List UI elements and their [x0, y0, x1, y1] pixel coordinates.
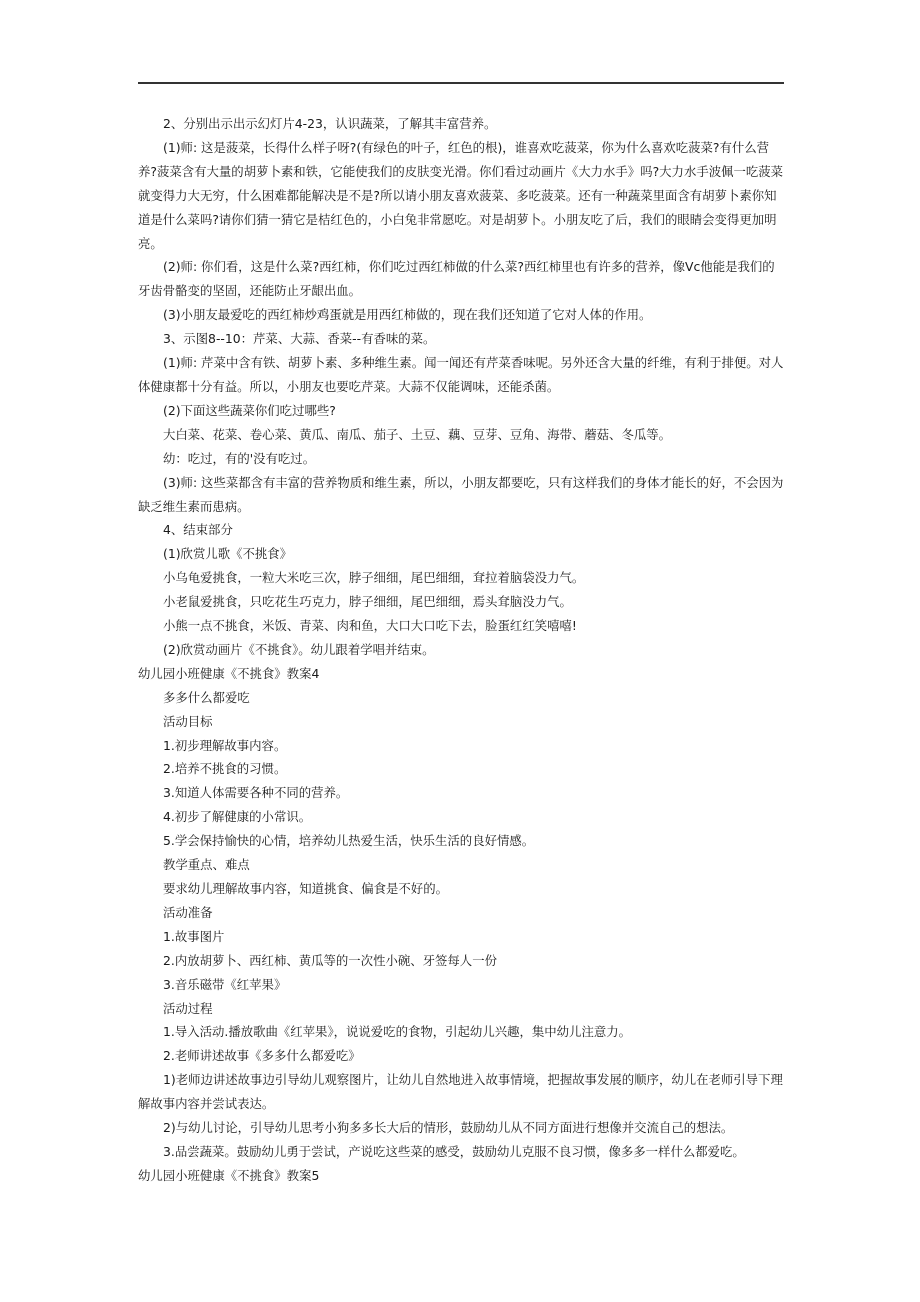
paragraph: 2.老师讲述故事《多多什么都爱吃》: [163, 1048, 361, 1064]
section-heading: 幼儿园小班健康《不挑食》教案5: [138, 1167, 320, 1183]
paragraph: 要求幼儿理解故事内容，知道挑食、偏食是不好的。: [163, 881, 448, 896]
paragraph: 教学重点、难点: [163, 857, 250, 873]
paragraph: 多多什么都爱吃: [163, 689, 250, 705]
paragraph: 活动目标: [163, 713, 213, 729]
paragraph: (1)师: 这是菠菜，长得什么样子呀?(有绿色的叶子，红色的根)，谁喜欢吃菠菜，你为什么喜欢吃菠菜?有什么营养?菠菜含有大量的胡萝卜素和铁，它能使我们的皮肤变光滑。你们看过动画片《大力水手》吗?大力水手波佩一吃菠菜就变得力大无穷，什么困难都能解决是不是?所以请小朋友喜欢菠菜、多吃菠菜。还有一种蔬菜里面含有胡萝卜素你知道是什么菜吗?请你们猜一猜它是桔红色的，小白兔非常愿吃。对是胡萝卜。小朋友吃了后，我们的眼睛会变得更加明亮。: [138, 139, 784, 251]
paragraph: 4、结束部分: [163, 522, 233, 538]
paragraph: 大白菜、花菜、卷心菜、黄瓜、南瓜、茄子、土豆、藕、豆芽、豆角、海带、蘑菇、冬瓜等。: [163, 426, 672, 442]
paragraph: 5.学会保持愉快的心情，培养幼儿热爱生活，快乐生活的良好情感。: [163, 833, 535, 849]
paragraph: 2)与幼儿讨论，引导幼儿思考小狗多多长大后的情形，鼓励幼儿从不同方面进行想像并交流自己的想法。: [163, 1120, 734, 1136]
paragraph: 1.故事图片: [163, 928, 225, 944]
paragraph: (3)师: 这些菜都含有丰富的营养物质和维生素，所以，小朋友都要吃，只有这样我们的身体才能长的好，不会因为缺乏维生素而患病。: [138, 474, 784, 514]
section-heading: 幼儿园小班健康《不挑食》教案4: [138, 665, 320, 681]
paragraph: 3、示图8--10：芹菜、大蒜、香菜--有香味的菜。: [163, 331, 436, 347]
paragraph: 3.品尝蔬菜。鼓励幼儿勇于尝试，产说吃这些菜的感受，鼓励幼儿克服不良习惯，像多多一样什么都爱吃。: [163, 1143, 745, 1159]
paragraph: (3)小朋友最爱吃的西红柿炒鸡蛋就是用西红柿做的，现在我们还知道了它对人体的作用。: [163, 307, 652, 323]
paragraph: 2.培养不挑食的习惯。: [163, 761, 287, 777]
paragraph: 小熊一点不挑食，米饭、青菜、肉和鱼，大口大口吃下去，脸蛋红红笑嘻嘻!: [163, 618, 577, 634]
paragraph: (2)师: 你们看，这是什么菜?西红柿，你们吃过西红柿做的什么菜?西红柿里也有许多的营养，像Vc他能是我们的牙齿骨骼变的坚固，还能防止牙龈出血。: [138, 259, 775, 299]
paragraph: 3.知道人体需要各种不同的营养。: [163, 785, 349, 801]
paragraph: (1)欣赏儿歌《不挑食》: [163, 546, 293, 562]
paragraph: 活动准备: [163, 904, 213, 920]
paragraph: 幼：吃过，有的'没有吃过。: [163, 450, 316, 466]
paragraph: 活动过程: [163, 1000, 213, 1016]
paragraph: (2)下面这些蔬菜你们吃过哪些?: [163, 402, 336, 418]
paragraph: 小老鼠爱挑食，只吃花生巧克力，脖子细细，尾巴细细，焉头耷脑没力气。: [163, 594, 572, 610]
paragraph: (1)师: 芹菜中含有铁、胡萝卜素、多种维生素。闻一闻还有芹菜香味呢。另外还含大量的纤维，有利于排便。对人体健康都十分有益。所以，小朋友也要吃芹菜。大蒜不仅能调味，还能杀菌。: [138, 355, 784, 394]
paragraph: 3.音乐磁带《红苹果》: [163, 976, 287, 992]
document-body: [138, 112, 784, 1188]
paragraph: 1.初步理解故事内容。: [163, 737, 287, 753]
paragraph: 4.初步了解健康的小常识。: [163, 809, 312, 825]
paragraph: 1.导入活动.播放歌曲《红苹果》，说说爱吃的食物，引起幼儿兴趣，集中幼儿注意力。: [163, 1024, 632, 1040]
paragraph: 小乌龟爱挑食，一粒大米吃三次，脖子细细，尾巴细细，耷拉着脑袋没力气。: [163, 570, 585, 586]
header-rule: [138, 82, 784, 84]
paragraph: 1)老师边讲述故事边引导幼儿观察图片，让幼儿自然地进入故事情境，把握故事发展的顺序，幼儿在老师引导下理解故事内容并尝试表达。: [138, 1072, 783, 1112]
paragraph: (2)欣赏动画片《不挑食》。幼儿跟着学唱并结束。: [163, 641, 435, 657]
paragraph: 2、分别出示出示幻灯片4-23，认识蔬菜，了解其丰富营养。: [163, 116, 497, 131]
paragraph: 2.内放胡萝卜、西红柿、黄瓜等的一次性小碗、牙签每人一份: [163, 952, 497, 968]
